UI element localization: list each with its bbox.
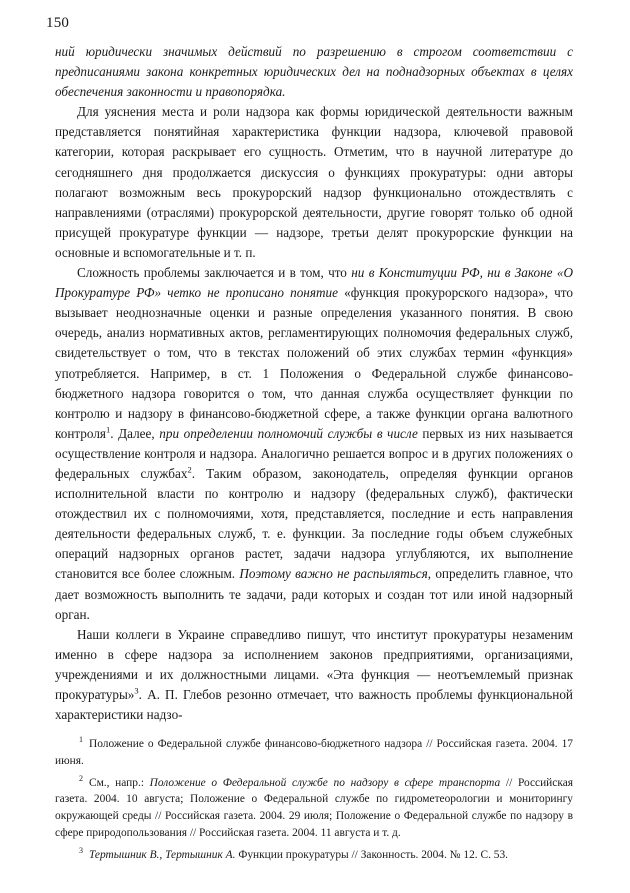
text-run: «функция прокурорского надзора», что вызывает неоднозначные оценки и разные определения указанного понятия. В свою очередь, анализ нормативных актов, регламентирующих полномочия федеральных служб, свидетельствует о том, что в текстах положений об этих службах термин «функция» употребляется. Например, в ст. 1 Положения о Федеральной службе финансово-бюджетного надзора говорится о том, что данная служба осуществляет функции по контролю и надзору в финансово-бюджетной сфере, а также функции органа валютного контроля bbox=[55, 285, 573, 441]
page-number: 150 bbox=[46, 15, 70, 31]
text-run: , определить главное, что дает возможность выполнить те задачи, ради которых и создан тот или иной надзорный орган. bbox=[55, 566, 573, 622]
footnote-text: Функции прокуратуры // Законность. 2004. № 12. С. 53. bbox=[235, 848, 509, 861]
italic-run: Поэтому важно не распыляться bbox=[239, 566, 428, 582]
text-run: . Далее, bbox=[110, 425, 160, 441]
paragraph-3 bbox=[55, 625, 573, 725]
footnote-1 bbox=[55, 736, 573, 770]
text-run: Сложность проблемы заключается и в том, что bbox=[77, 265, 352, 281]
main-text bbox=[55, 42, 573, 725]
text-run: первых из них называется осуществление контроля и надзора. Аналогично решается вопрос и в других положениях о федеральных службах bbox=[55, 425, 573, 481]
italic-run: при определении полномочий службы в числе bbox=[159, 425, 418, 441]
footnote-italic: Тертышник В., Тертышник А. bbox=[89, 848, 236, 861]
footnote-2 bbox=[55, 775, 573, 842]
footnote-text: См., напр.: bbox=[89, 776, 150, 789]
footnote-text: // Российская газета. 2004. 10 августа; Положение о Федеральной службе по гидрометеорологии и мониторингу окружающей среды // Российская газета. 2004. 29 июля; Положение о Федеральной службе по надзору в сфере природопользования // Российская газета. 2004. 11 августа и т. д. bbox=[55, 776, 573, 839]
footnote-ref-1: 1 bbox=[105, 424, 111, 435]
footnote-mark: 1 bbox=[79, 735, 83, 745]
footnote-text: Положение о Федеральной службе финансово-бюджетного надзора // Российская газета. 2004. 17 июня. bbox=[55, 738, 573, 767]
footnote-italic: Положение о Федеральной службе по надзору в сфере транспорта bbox=[149, 776, 501, 789]
footnotes bbox=[55, 736, 573, 869]
italic-run: ни в Конституции РФ, ни в Законе «О Прокуратуре РФ» четко не прописано понятие bbox=[55, 265, 573, 301]
text-run: Наши коллеги в Украине справедливо пишут, что институт прокуратуры незаменим именно в сфере надзора за исполнением законов предприятиями, организациями, учреждениями и их должностными лицами. «Эта функция — неотъемлемый признак прокуратуры» bbox=[55, 626, 573, 702]
text-run: . Таким образом, законодатель, определяя функции органов исполнительной власти по контролю и надзору (федеральных служб), фактически отождествил их с полномочиями, хотя, представляется, последние и есть направления деятельности федеральных служб, т. е. функции. За последние годы объем служебных операций надзорных органов растет, задачи надзора углубляются, их выполнение становится все более сложным. bbox=[55, 465, 574, 582]
footnote-3 bbox=[55, 847, 573, 864]
footnote-mark: 2 bbox=[79, 773, 83, 783]
footnote-mark: 3 bbox=[79, 845, 83, 855]
paragraph-intro: ний юридически значимых действий по разрешению в строгом соответствии с предписаниями закона конкретных юридических дел на поднадзорных объектах в целях обеспечения законности и правопорядка. bbox=[55, 44, 573, 100]
footnote-ref-2: 2 bbox=[187, 464, 192, 475]
paragraph-2 bbox=[55, 263, 573, 625]
text-run: . А. П. Глебов резонно отмечает, что важность проблемы функциональной характеристики надзо- bbox=[55, 687, 573, 723]
paragraph-1: Для уяснения места и роли надзора как формы юридической деятельности важным представляется понятийная характеристика функции надзора, ключевой правовой категории, которая раскрывает его сущность. Отметим, что в научной литературе до сегодняшнего дня продолжается дискуссия о функциях прокуратуры: одни авторы полагают возможным весь прокурорский надзор функционально отождествлять с направлениями (отраслями) прокурорской деятельности, другие говорят только об одной присущей прокуратуре функции — надзоре, третьи делят прокурорские функции на основные и вспомогательные и т. п. bbox=[55, 104, 573, 260]
footnote-ref-3: 3 bbox=[134, 685, 139, 696]
